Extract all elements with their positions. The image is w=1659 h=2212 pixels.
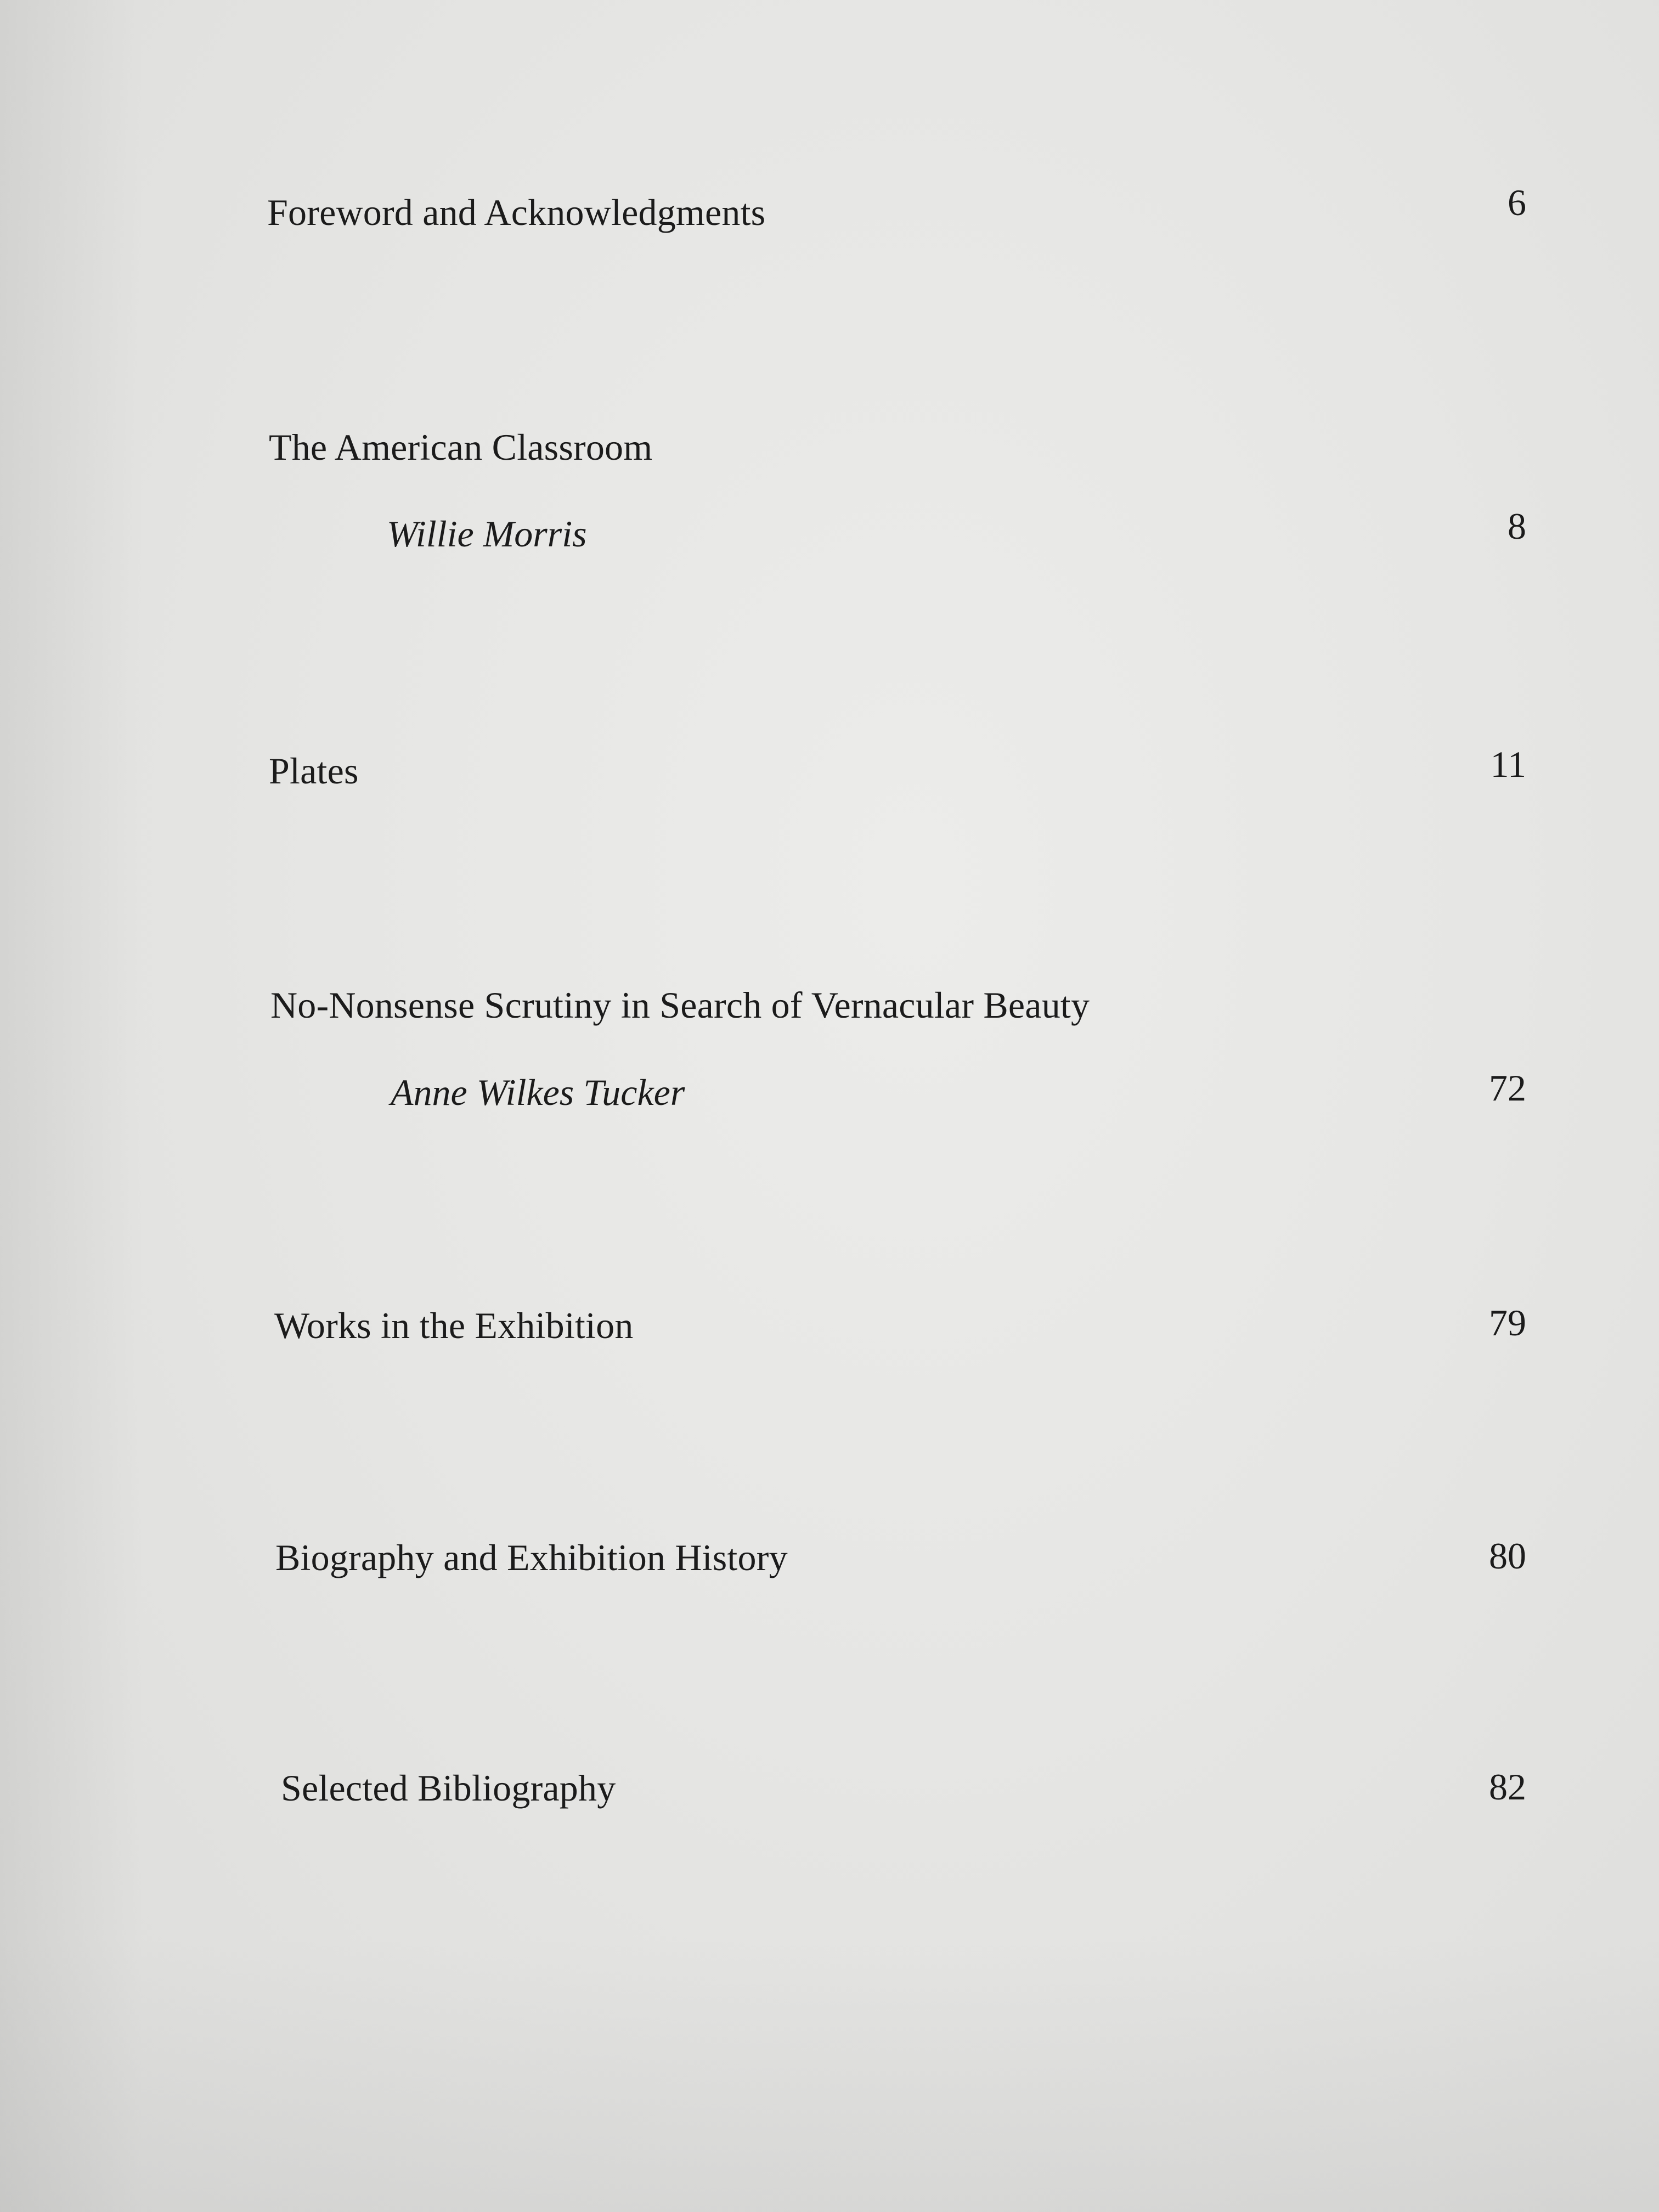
toc-entry-title: The American Classroom bbox=[269, 426, 653, 468]
toc-entry-page: 80 bbox=[1489, 1535, 1526, 1577]
toc-entry-page: 8 bbox=[1508, 505, 1526, 547]
toc-entry-page: 79 bbox=[1489, 1302, 1526, 1344]
toc-entry-title: Selected Bibliography bbox=[281, 1767, 616, 1809]
toc-entry-page: 11 bbox=[1490, 743, 1526, 785]
toc-entry-title: No-Nonsense Scrutiny in Search of Vernacular Beauty bbox=[270, 984, 1090, 1026]
toc-entry-title: Works in the Exhibition bbox=[274, 1305, 634, 1346]
toc-entry-title: Foreword and Acknowledgments bbox=[267, 191, 766, 233]
toc-entry-page: 72 bbox=[1489, 1067, 1526, 1109]
toc-entry-page: 82 bbox=[1489, 1766, 1526, 1808]
toc-entry-title: Plates bbox=[269, 750, 359, 792]
toc-entry-page: 6 bbox=[1508, 182, 1526, 223]
toc-entry-author: Anne Wilkes Tucker bbox=[391, 1071, 685, 1113]
toc-entry-title: Biography and Exhibition History bbox=[275, 1537, 788, 1578]
toc-entry-author: Willie Morris bbox=[387, 513, 587, 555]
